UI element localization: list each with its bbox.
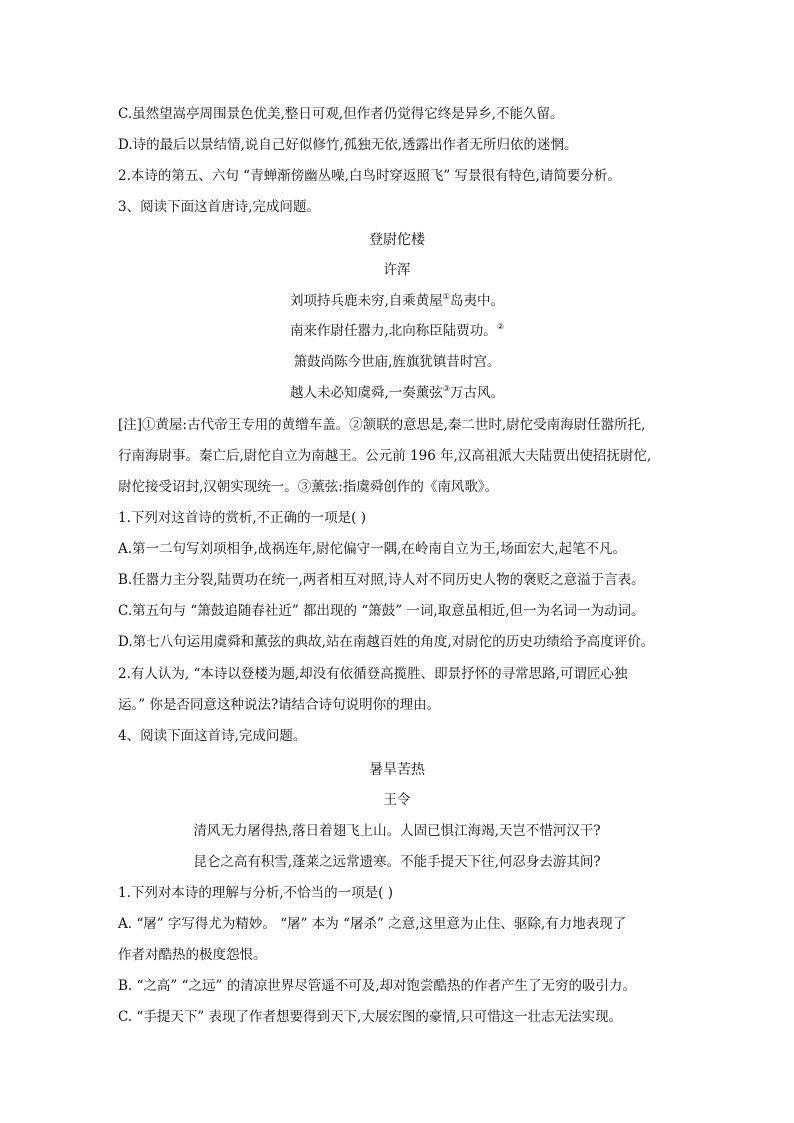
poem-text: 越人未必知虞舜,一奏薰弦 [290,385,443,401]
q3-note-line: [注]①黄屋:古代帝王专用的黄缯车盖。②颔联的意思是,秦二世时,尉佗受南海尉任嚣所托, [118,417,646,433]
q4-poem-title: 暑旱苦热 [369,762,425,778]
poem-text: 刘项持兵鹿未穷,自乘黄屋 [290,293,443,309]
q3-note-line: 行南海尉事。秦亡后,尉佗自立为南越王。公元前 196 年,汉高祖派大夫陆贾出使招抚尉佗, [118,448,652,464]
q3-question-2-cont: 运。” 你是否同意这种说法?请结合诗句说明你的理由。 [118,697,441,713]
footnote-mark: ③ [442,384,450,393]
q3-note-line: 尉佗接受诏封,汉朝实现统一。③薰弦:指虞舜创作的《南风歌》。 [118,479,499,495]
q4-option-c: C. “手提天下” 表现了作者想要得到天下,大展宏图的豪情,只可惜这一壮志无法实现。 [118,1009,623,1025]
q3-option-b: B.任嚣力主分裂,陆贾功在统一,两者相互对照,诗人对不同历史人物的褒贬之意溢于言表。 [118,572,645,588]
q4-option-b: B. “之高” “之远” 的清凉世界尽管遥不可及,却对饱尝酷热的作者产生了无穷的吸引力。 [118,978,636,994]
q3-question-1: 1.下列对这首诗的赏析,不正确的一项是( ) [118,510,366,526]
poem-text: 箫鼓尚陈今世庙,旌旗犹镇昔时宫。 [293,354,501,370]
q3-heading: 3、阅读下面这首唐诗,完成问题。 [118,199,320,215]
q3-poet: 许浑 [383,262,411,278]
q4-option-a: A. “屠” 字写得尤为精妙。 “屠” 本为 “屠杀” 之意,这里意为止住、驱除,有力地表现了 [118,916,627,932]
poem-text: 南来作尉任嚣力,北向称臣陆贾功。 [290,323,497,339]
poem-text: 岛夷中。 [449,293,504,309]
q4-poem-line: 昆仑之高有积雪,蓬莱之远常遗寒。不能手提天下往,何忍身去游其间? [193,854,601,870]
q4-question-1: 1.下列对本诗的理解与分析,不恰当的一项是( ) [118,885,393,901]
q2-option-c: C.虽然望嵩亭周围景色优美,整日可观,但作者仍觉得它终是异乡,不能久留。 [118,106,564,122]
footnote-mark: ② [496,322,504,331]
q3-poem-line [0,384,794,402]
q2-option-d: D.诗的最后以景结情,说自己好似修竹,孤独无依,透露出作者无所归依的迷惘。 [118,137,578,153]
q2-question-2: 2.本诗的第五、六句 “青蝉渐傍幽丛噪,白鸟时穿返照飞” 写景很有特色,请简要分析。 [118,168,621,184]
q3-poem-line [0,322,794,340]
q4-poem-line: 清风无力屠得热,落日着翅飞上山。人固已惧江海竭,天岂不惜河汉干? [193,823,601,839]
q3-option-c: C.第五句与 “箫鼓追随春社近” 都出现的 “箫鼓” 一词,取意虽相近,但一为名词一为动词。 [118,603,645,619]
q4-option-a-cont: 作者对酷热的极度怨恨。 [118,947,267,963]
q4-heading: 4、阅读下面这首诗,完成问题。 [118,728,307,744]
q4-poet: 王令 [383,792,411,808]
q3-option-d: D.第七八句运用虞舜和薰弦的典故,站在南越百姓的角度,对尉佗的历史功绩给予高度评价。 [118,634,655,650]
q3-option-a: A.第一二句写刘项相争,战祸连年,尉佗偏守一隅,在岭南自立为王,场面宏大,起笔不凡。 [118,541,626,557]
q3-poem-title: 登尉佗楼 [369,232,425,248]
poem-text: 万古风。 [449,385,504,401]
q3-poem-line [0,292,794,310]
q3-question-2: 2.有人认为, “本诗以登楼为题,却没有依循登高揽胜、即景抒怀的寻常思路,可谓匠心独 [118,666,628,682]
q3-poem-line [0,353,794,371]
footnote-mark: ① [442,292,450,301]
